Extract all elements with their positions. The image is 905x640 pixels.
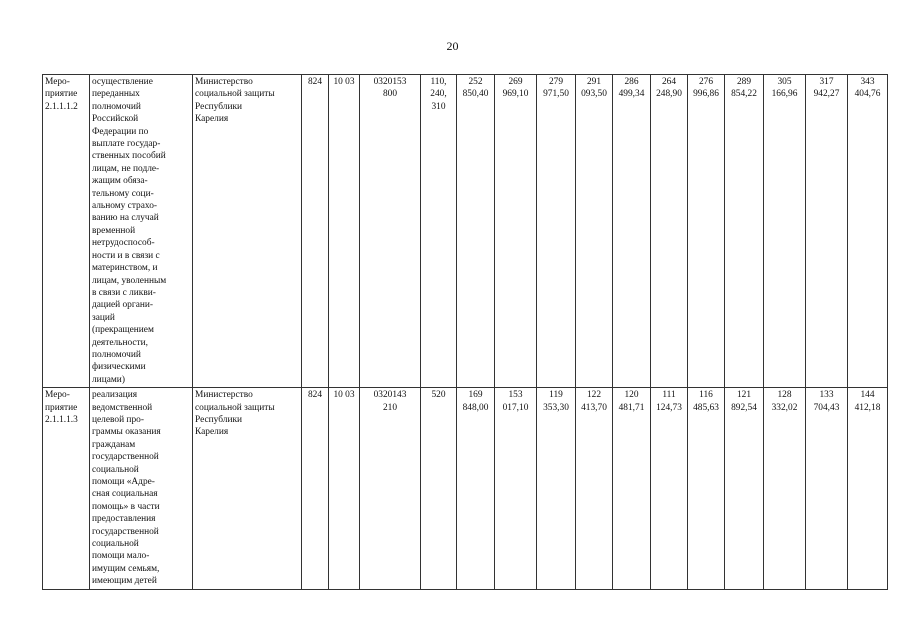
year-value-cell: 276 996,86 — [688, 75, 725, 388]
executor-cell: Министерство социальной защиты Республики Карелия — [193, 388, 302, 590]
grbs-cell: 824 — [302, 388, 329, 590]
year-value-cell: 252 850,40 — [457, 75, 495, 388]
year-value-cell: 122 413,70 — [576, 388, 613, 590]
executor-cell: Министерство социальной защиты Республики Карелия — [193, 75, 302, 388]
table-row — [43, 75, 888, 388]
year-value-cell: 111 124,73 — [651, 388, 688, 590]
budget-table — [42, 74, 888, 590]
activity-description-cell: осуществление переданных полномочий Российской Федерации по выплате государ- ственных пособий лицам, не подле- жащим обяза- тельному соци- альному страхо- ванию на случай временной нетрудоспособ- ности и в связи с материнством, и лицам, уволенным в связи с ликви- дацией органи- заций (прекращением деятельности, полномочий физическими лицами) — [90, 75, 193, 388]
vr-cell: 520 — [421, 388, 457, 590]
csr-cell: 0320153 800 — [360, 75, 421, 388]
year-value-cell: 144 412,18 — [848, 388, 888, 590]
year-value-cell: 264 248,90 — [651, 75, 688, 388]
year-value-cell: 169 848,00 — [457, 388, 495, 590]
page-number: 20 — [446, 39, 459, 53]
vr-cell: 110, 240, 310 — [421, 75, 457, 388]
year-value-cell: 120 481,71 — [613, 388, 651, 590]
table-row — [43, 388, 888, 590]
year-value-cell: 291 093,50 — [576, 75, 613, 388]
year-value-cell: 279 971,50 — [537, 75, 576, 388]
rzpr-cell: 10 03 — [329, 388, 360, 590]
year-value-cell: 133 704,43 — [806, 388, 848, 590]
year-value-cell: 119 353,30 — [537, 388, 576, 590]
year-value-cell: 269 969,10 — [495, 75, 537, 388]
year-value-cell: 121 892,54 — [725, 388, 764, 590]
year-value-cell: 128 332,02 — [764, 388, 806, 590]
year-value-cell: 343 404,76 — [848, 75, 888, 388]
rzpr-cell: 10 03 — [329, 75, 360, 388]
csr-cell: 0320143 210 — [360, 388, 421, 590]
activity-description-cell: реализация ведомственной целевой про- граммы оказания гражданам государственной социальной помощи «Адре- сная социальная помощь» в части предоставления государственной социальной помощи мало- имущим семьям, имеющим детей — [90, 388, 193, 590]
year-value-cell: 305 166,96 — [764, 75, 806, 388]
year-value-cell: 153 017,10 — [495, 388, 537, 590]
year-value-cell: 289 854,22 — [725, 75, 764, 388]
year-value-cell: 286 499,34 — [613, 75, 651, 388]
year-value-cell: 116 485,63 — [688, 388, 725, 590]
year-value-cell: 317 942,27 — [806, 75, 848, 388]
activity-code-cell: Меро- приятие 2.1.1.1.2 — [43, 75, 90, 388]
activity-code-cell: Меро- приятие 2.1.1.1.3 — [43, 388, 90, 590]
grbs-cell: 824 — [302, 75, 329, 388]
